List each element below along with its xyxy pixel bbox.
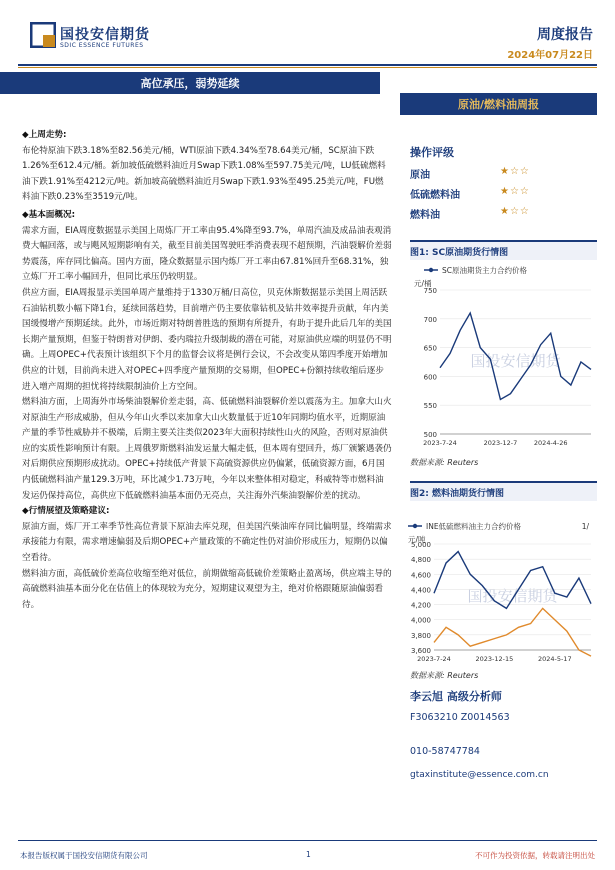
figure2-chart — [404, 518, 597, 666]
y-tick-label: 3,800 — [410, 631, 431, 640]
series-line-2 — [434, 608, 591, 656]
footer-divider — [18, 840, 597, 841]
y-tick-label: 3,600 — [410, 647, 431, 655]
y-tick-label: 4,000 — [410, 616, 431, 625]
company-name: 国投安信期货 — [60, 27, 150, 43]
header-divider — [18, 64, 597, 66]
analyst-name: 李云旭 高级分析师 — [410, 690, 502, 703]
company-logo — [30, 22, 56, 48]
report-type: 周度报告 — [537, 27, 593, 43]
figure2-title: 图2: 燃料油期货行情图 — [410, 481, 597, 501]
legend-label: SC原油期货主力合约价格 — [442, 266, 527, 275]
figure1-source: 数据来源: Reuters — [410, 458, 479, 467]
y-tick-label: 4,800 — [410, 556, 431, 565]
y-tick-label: 600 — [423, 373, 437, 382]
paragraph: 供应方面，EIA周报显示美国单周产量维持于1330万桶/日高位，贝克休斯数据显示美国上周活跃石油钻机数小幅下降1台，延续回落趋势，目前增产仍主要依靠钻机及钻井效率提升贡献，年内美国缓慢增产预期延续。此外，市场近期对特朗普胜选的预期有所提升，有助于提升此后几年的美国长期产量预期，但鉴于特朗普对伊朗、委内瑞拉升级制裁的潜在可能，对原油供应端的明显仍不明确。上周OPEC+代表预计该组织下个月的监督会议将是例行会议，不会改变从第四季度开始增加供应的计划，目前尚未进入对OPEC+四季度产量预期的交易期，但OPEC+份额持续收缩后逐步进入增产周期的担忧将持续限制油价上方空间。 — [22, 287, 392, 392]
x-tick-label: 2023-12-7 — [483, 439, 518, 447]
x-tick-label: 2024-5-17 — [537, 655, 572, 663]
y-tick-label: 4,400 — [410, 586, 431, 595]
figure2-source: 数据来源: Reuters — [410, 671, 479, 680]
y-tick-label: 750 — [423, 287, 437, 295]
chart-watermark: 国投安信期货 — [467, 587, 558, 605]
paragraph: 布伦特原油下跌3.18%至82.56美元/桶，WTI原油下跌4.34%至78.64美元/桶，SC原油下跌1.26%至612.4元/桶。新加坡低硫燃料油近月Swap下跌1.08%至597.75美元/吨，LU低硫燃料油下跌1.91%至4212元/吨。新加坡高硫燃料油近月Swap下跌1.93%至495.25美元/吨，FU燃料油下跌0.23%至3519元/吨。 — [22, 145, 386, 203]
report-headline: 高位承压，弱势延续 — [0, 72, 380, 94]
legend-page-indicator: 1/ — [581, 522, 589, 531]
series-line-1 — [434, 552, 591, 609]
rating-name: 原油 — [410, 170, 430, 181]
section-title: ◆基本面概况: — [22, 209, 76, 220]
figure1-title: 图1: SC原油期货行情图 — [410, 240, 597, 260]
footer-disclaimer: 不可作为投资依据，转载请注明出处 — [475, 851, 595, 860]
analyst-phone: 010-58747784 — [410, 746, 480, 757]
y-tick-label: 650 — [423, 344, 437, 353]
section-fundamentals — [22, 208, 392, 504]
rating-stars: ★☆☆ — [500, 166, 530, 177]
section-title: ◆上周走势: — [22, 130, 67, 140]
legend-label: INE低硫燃料油主力合约价格 — [426, 522, 522, 531]
section-last-week — [22, 128, 392, 206]
x-tick-label: 2023-7-24 — [417, 655, 451, 663]
figure1-chart — [410, 262, 597, 450]
page-number: 1 — [306, 850, 311, 859]
analyst-email[interactable]: gtaxinstitute@essence.com.cn — [410, 770, 549, 780]
y-tick-label: 550 — [423, 402, 437, 411]
rating-stars: ★☆☆ — [500, 186, 530, 197]
company-name-en: SDIC ESSENCE FUTURES — [60, 42, 144, 49]
rating-title: 操作评级 — [410, 146, 454, 159]
rating-name: 燃料油 — [410, 210, 440, 221]
y-axis-unit: 元/吨 — [408, 535, 426, 544]
header-divider-accent — [18, 67, 597, 68]
y-tick-label: 4,200 — [410, 601, 431, 610]
y-tick-label: 700 — [423, 315, 437, 324]
paragraph: 燃料油方面，上周海外市场柴油裂解价差走弱，高、低硫燃料油裂解价差以震荡为主。加拿大山火对原油生产形成威胁，但从今年山火季以来加拿大山火数量低于近10年同期均值水平，近期原油产量的季节性威胁并不极端，后期主要关注类似2023年大面积持续性山火的风险，否则对原油供应的实质性影响预计有限。上周俄罗斯燃料油发运量大幅走低，但本周有望回升，炼厂颁繁遇袭仍对后期供应预期形成扰动。OPEC+持续低产背景下高硫资源供应仍偏紧，低硫资源方面，6月国内低硫燃料油产量129.3万吨，环比减少1.73万吨，今年以来整体相对稳定，科威特等市燃料油发运仍保持高位，高供应下低硫燃料油基本面仍无亮点，关注海外汽柴油裂解价差的扰动。 — [22, 397, 392, 501]
paragraph: 原油方面，炼厂开工率季节性高位背景下原油去库兑现，但美国汽柴油库存同比偏明显，终端需求承接能力有限，需求增速偏弱及后期OPEC+产量政策的不确定性仍对油价形成压力，短期仍以偏空看待。 — [22, 521, 392, 564]
rating-name: 低硫燃料油 — [410, 190, 460, 201]
rating-stars: ★☆☆ — [500, 206, 530, 217]
footer-copyright: 本报告版权属于国投安信期货有限公司 — [20, 851, 148, 860]
section-title: ◆行情展望及策略建议: — [22, 506, 110, 517]
report-date: 2024年07月22日 — [507, 50, 593, 61]
y-tick-label: 4,600 — [410, 571, 431, 580]
paragraph: 燃料油方面，高低硫价差高位收缩至绝对低位，前期做缩高低硫价差策略止盈离场，供应端主导的高硫燃料油基本面分化在估值上的体现较为充分，短期建议观望为主，绝对价格跟随原油偏弱看待。 — [22, 568, 392, 610]
legend-marker — [429, 268, 433, 272]
legend-marker — [413, 524, 417, 528]
y-tick-label: 5,000 — [410, 541, 431, 549]
x-tick-label: 2023-7-24 — [423, 439, 457, 447]
x-tick-label: 2024-4-26 — [533, 439, 568, 447]
paragraph: 需求方面，EIA周度数据显示美国上周炼厂开工率由95.4%降至93.7%，单周汽油及成品油表观消费大幅回落，或与飓风短期影响有关，截至目前美国驾驶旺季消费表现不超预期，汽油裂解价差弱势震荡，库存同比偏高。国内方面，隆众数据显示国内炼厂开工率由67.81%回升至68.31%，独立炼厂开工率小幅回升，但同比承压仍较明显。 — [22, 225, 392, 283]
x-tick-label: 2023-12-15 — [475, 655, 514, 663]
analyst-cert: F3063210 Z0014563 — [410, 712, 510, 723]
report-body — [22, 128, 392, 613]
chart-watermark: 国投安信期货 — [470, 352, 561, 370]
report-category: 原油/燃料油周报 — [400, 93, 597, 115]
section-outlook — [22, 504, 392, 613]
y-tick-label: 500 — [423, 431, 437, 439]
y-axis-unit: 元/桶 — [414, 279, 432, 288]
